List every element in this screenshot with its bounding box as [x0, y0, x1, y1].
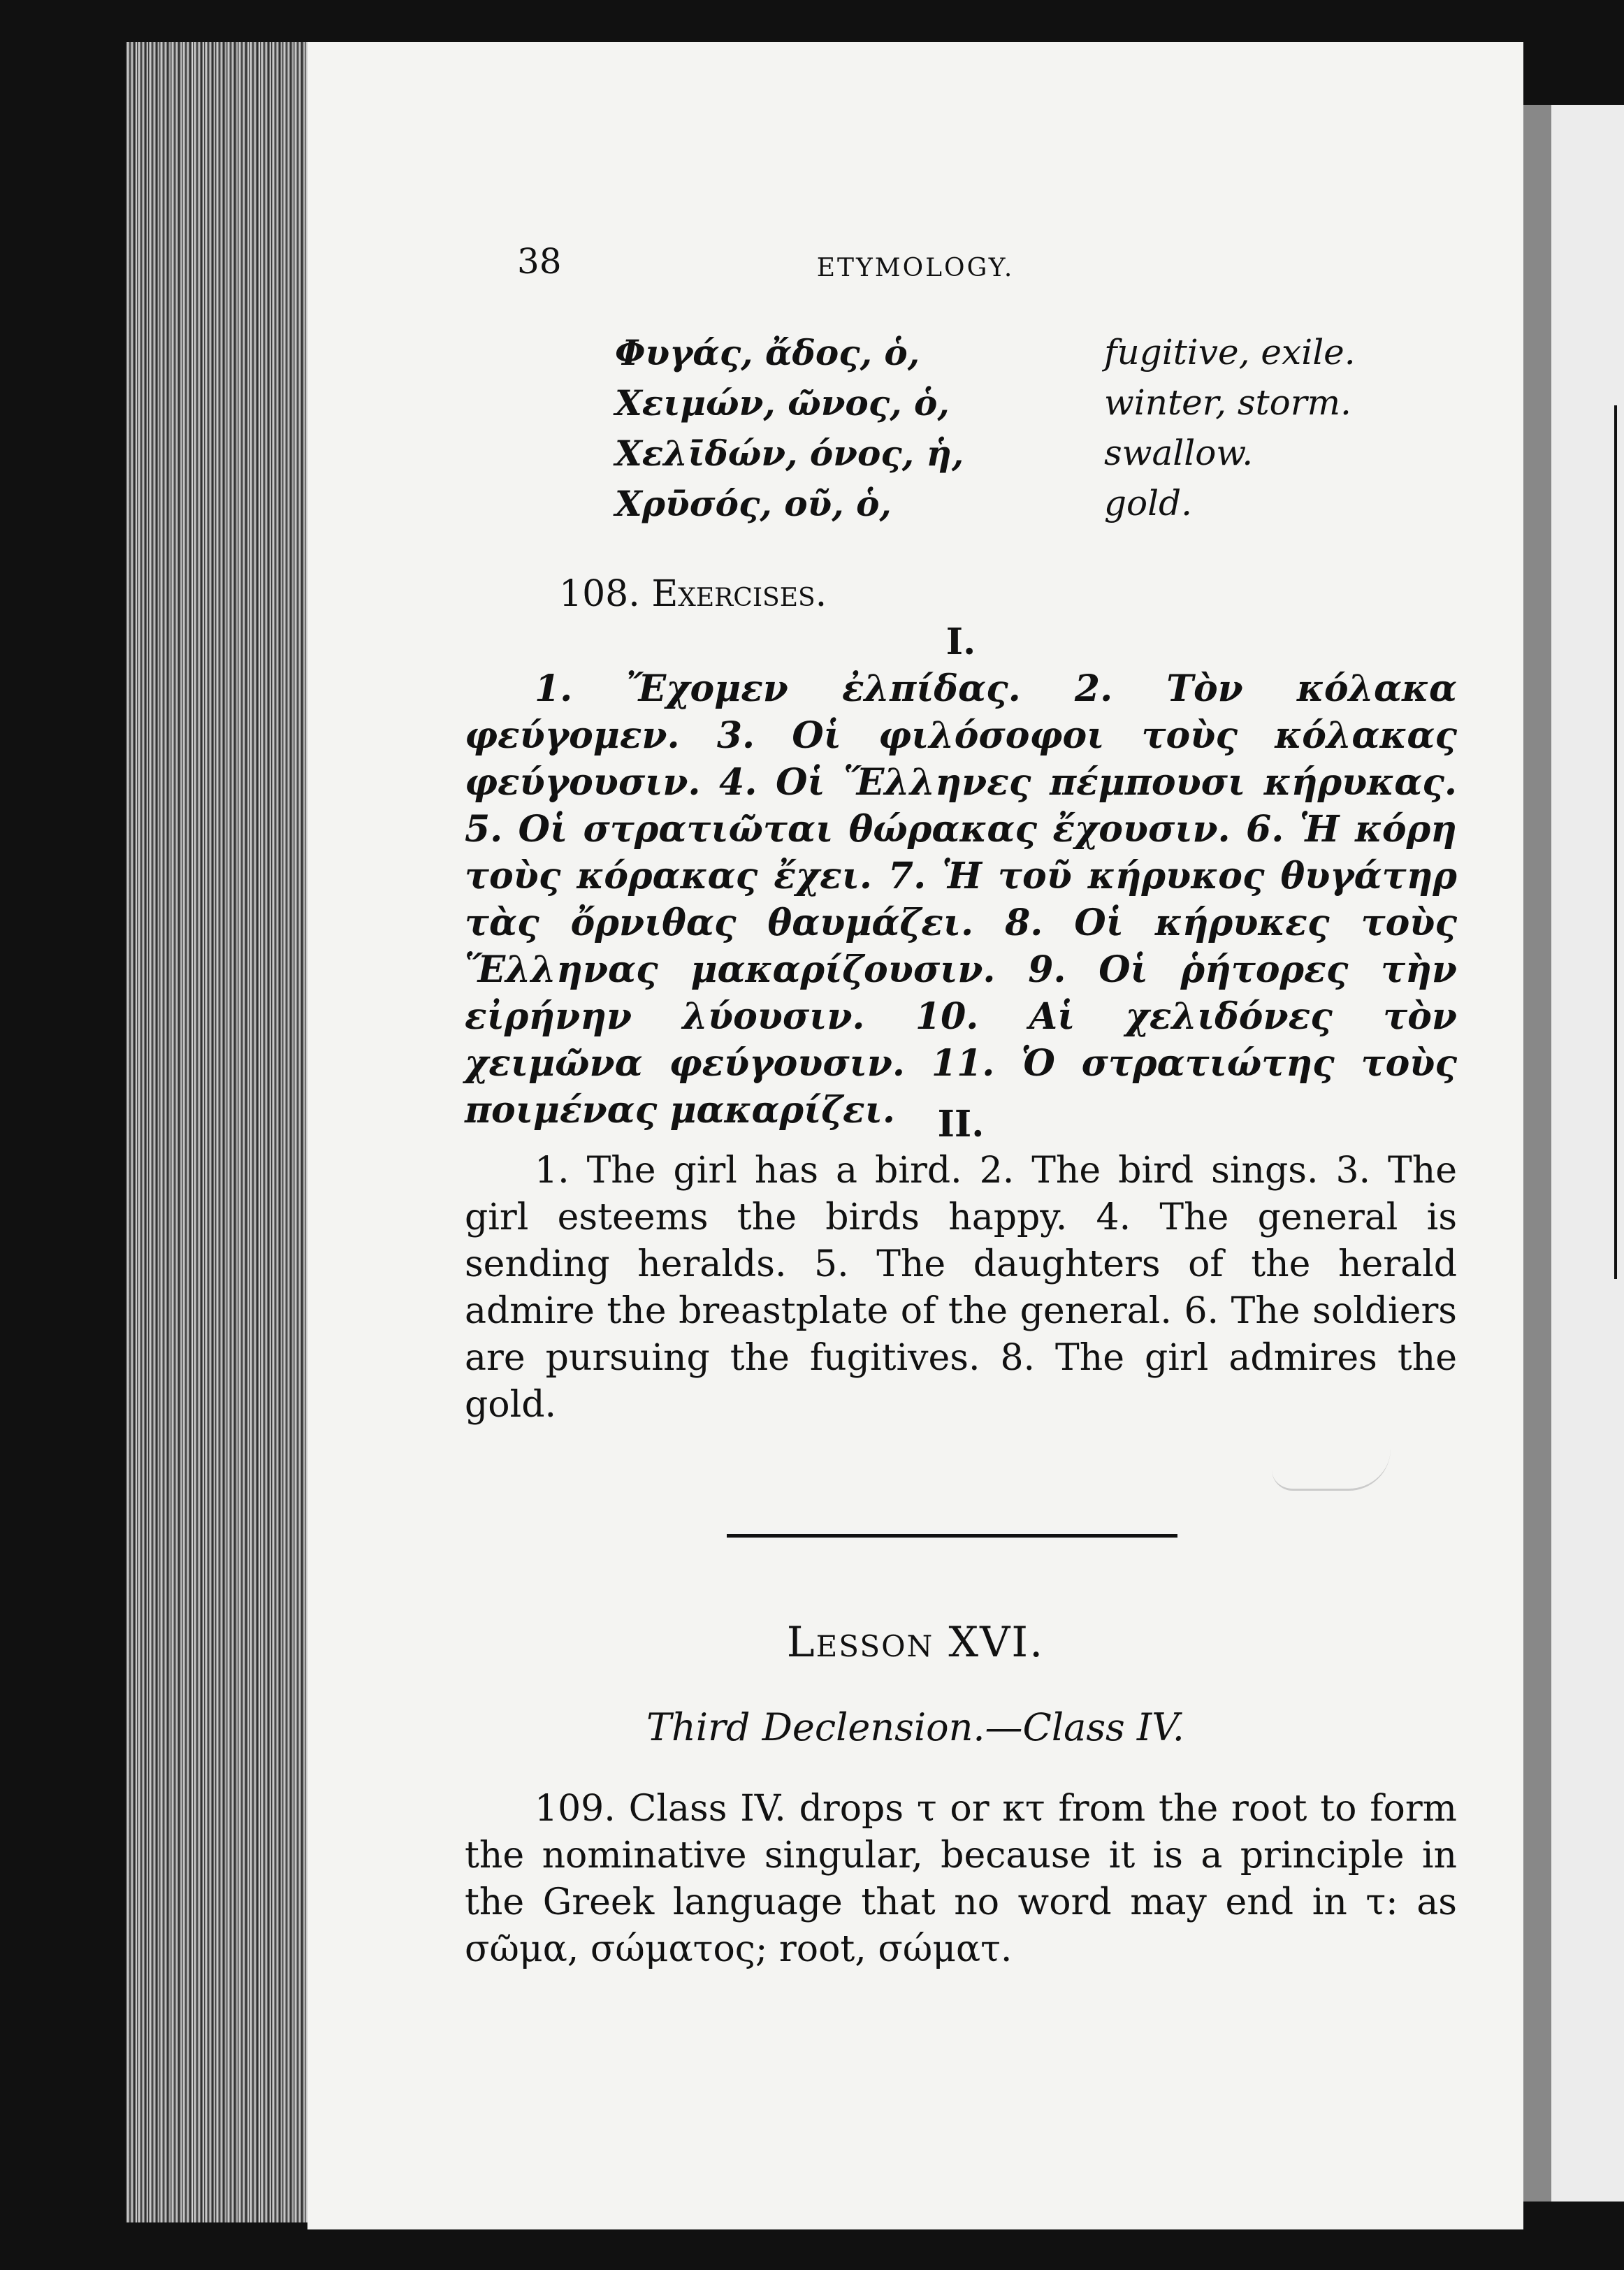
lesson-subtitle: Third Declension.—Class IV.: [646, 1705, 1184, 1749]
greek-word: Φυγάς, ἄδος, ὁ,: [615, 332, 920, 373]
paragraph-number: 109.: [535, 1788, 616, 1830]
book-page-edges: [126, 42, 335, 2222]
english-meaning: fugitive, exile.: [1104, 332, 1356, 373]
english-meaning: winter, storm.: [1104, 382, 1351, 423]
vocabulary-list: [615, 332, 1453, 533]
page-number: 38: [517, 241, 562, 282]
paragraph-body: Class IV. drops τ or κτ from the root to form the nominative singular, because it is a principle in the Greek language that no word may end in τ: as σῶμα, σώματος; root, σώματ.: [465, 1788, 1457, 1970]
exercise-part-1: [465, 619, 1457, 1134]
part-1-text: 1. Ἔχομεν ἐλπίδας. 2. Τὸν κόλακα φεύγομεν. 3. Οἱ φιλόσοφοι τοὺς κόλακας φεύγουσιν. 4. Οἱ Ἕλληνες πέμπουσι κήρυκας. 5. Οἱ στρατιῶται θώρακας ἔχουσιν. 6. Ἡ κόρη τοὺς κόρακας ἔχει. 7. Ἡ τοῦ κήρυκος θυγάτηρ τὰς ὄρνιθας θαυμάζει. 8. Οἱ κήρυκες τοὺς Ἕλληνας μακαρίζουσιν. 9. Οἱ ῥήτορες τὴν εἰρήνην λύουσιν. 10. Αἱ χελιδόνες τὸν χειμῶνα φεύγουσιν. 11. Ὁ στρατιώτης τοὺς ποιμένας μακαρίζει.: [465, 667, 1457, 1132]
greek-word: Χρῡσός, οῦ, ὁ,: [615, 483, 892, 524]
paragraph-109: [465, 1786, 1457, 1973]
exercise-part-2: [465, 1101, 1457, 1429]
section-divider: [727, 1534, 1177, 1538]
paragraph-text: [465, 1786, 1457, 1973]
page-gutter-shadow: [1523, 105, 1551, 2202]
part-2-text: 1. The girl has a bird. 2. The bird sings. 3. The girl esteems the birds happy. 4. The general is sending heralds. 5. The daughters of the herald admire the breastplate of the general. 6. The soldiers are pursuing the fugitives. 8. The girl admires the gold.: [465, 1150, 1457, 1426]
next-page-strip: [1523, 105, 1624, 2202]
vocabulary-row: [615, 332, 1453, 382]
greek-word: Χειμών, ῶνος, ὁ,: [615, 382, 950, 424]
exercises-title: Exercises.: [651, 573, 827, 615]
exercises-heading: [559, 573, 827, 615]
next-page-rule: [1614, 405, 1617, 1279]
vocabulary-row: [615, 382, 1453, 433]
part-1-label: I.: [945, 621, 976, 663]
running-title: ETYMOLOGY.: [816, 254, 1015, 282]
lesson-title: Lesson XVI.: [786, 1618, 1045, 1667]
vocabulary-row: [615, 433, 1453, 483]
book-page: [307, 42, 1523, 2229]
greek-word: Χελῑδών, όνος, ἡ,: [615, 433, 964, 474]
pencil-mark: [1272, 1440, 1391, 1491]
english-meaning: swallow.: [1104, 433, 1254, 473]
vocabulary-row: [615, 483, 1453, 533]
english-meaning: gold.: [1104, 483, 1193, 523]
part-2-label: II.: [937, 1103, 985, 1145]
page-header: [517, 241, 1314, 297]
exercises-number: 108.: [559, 573, 640, 615]
